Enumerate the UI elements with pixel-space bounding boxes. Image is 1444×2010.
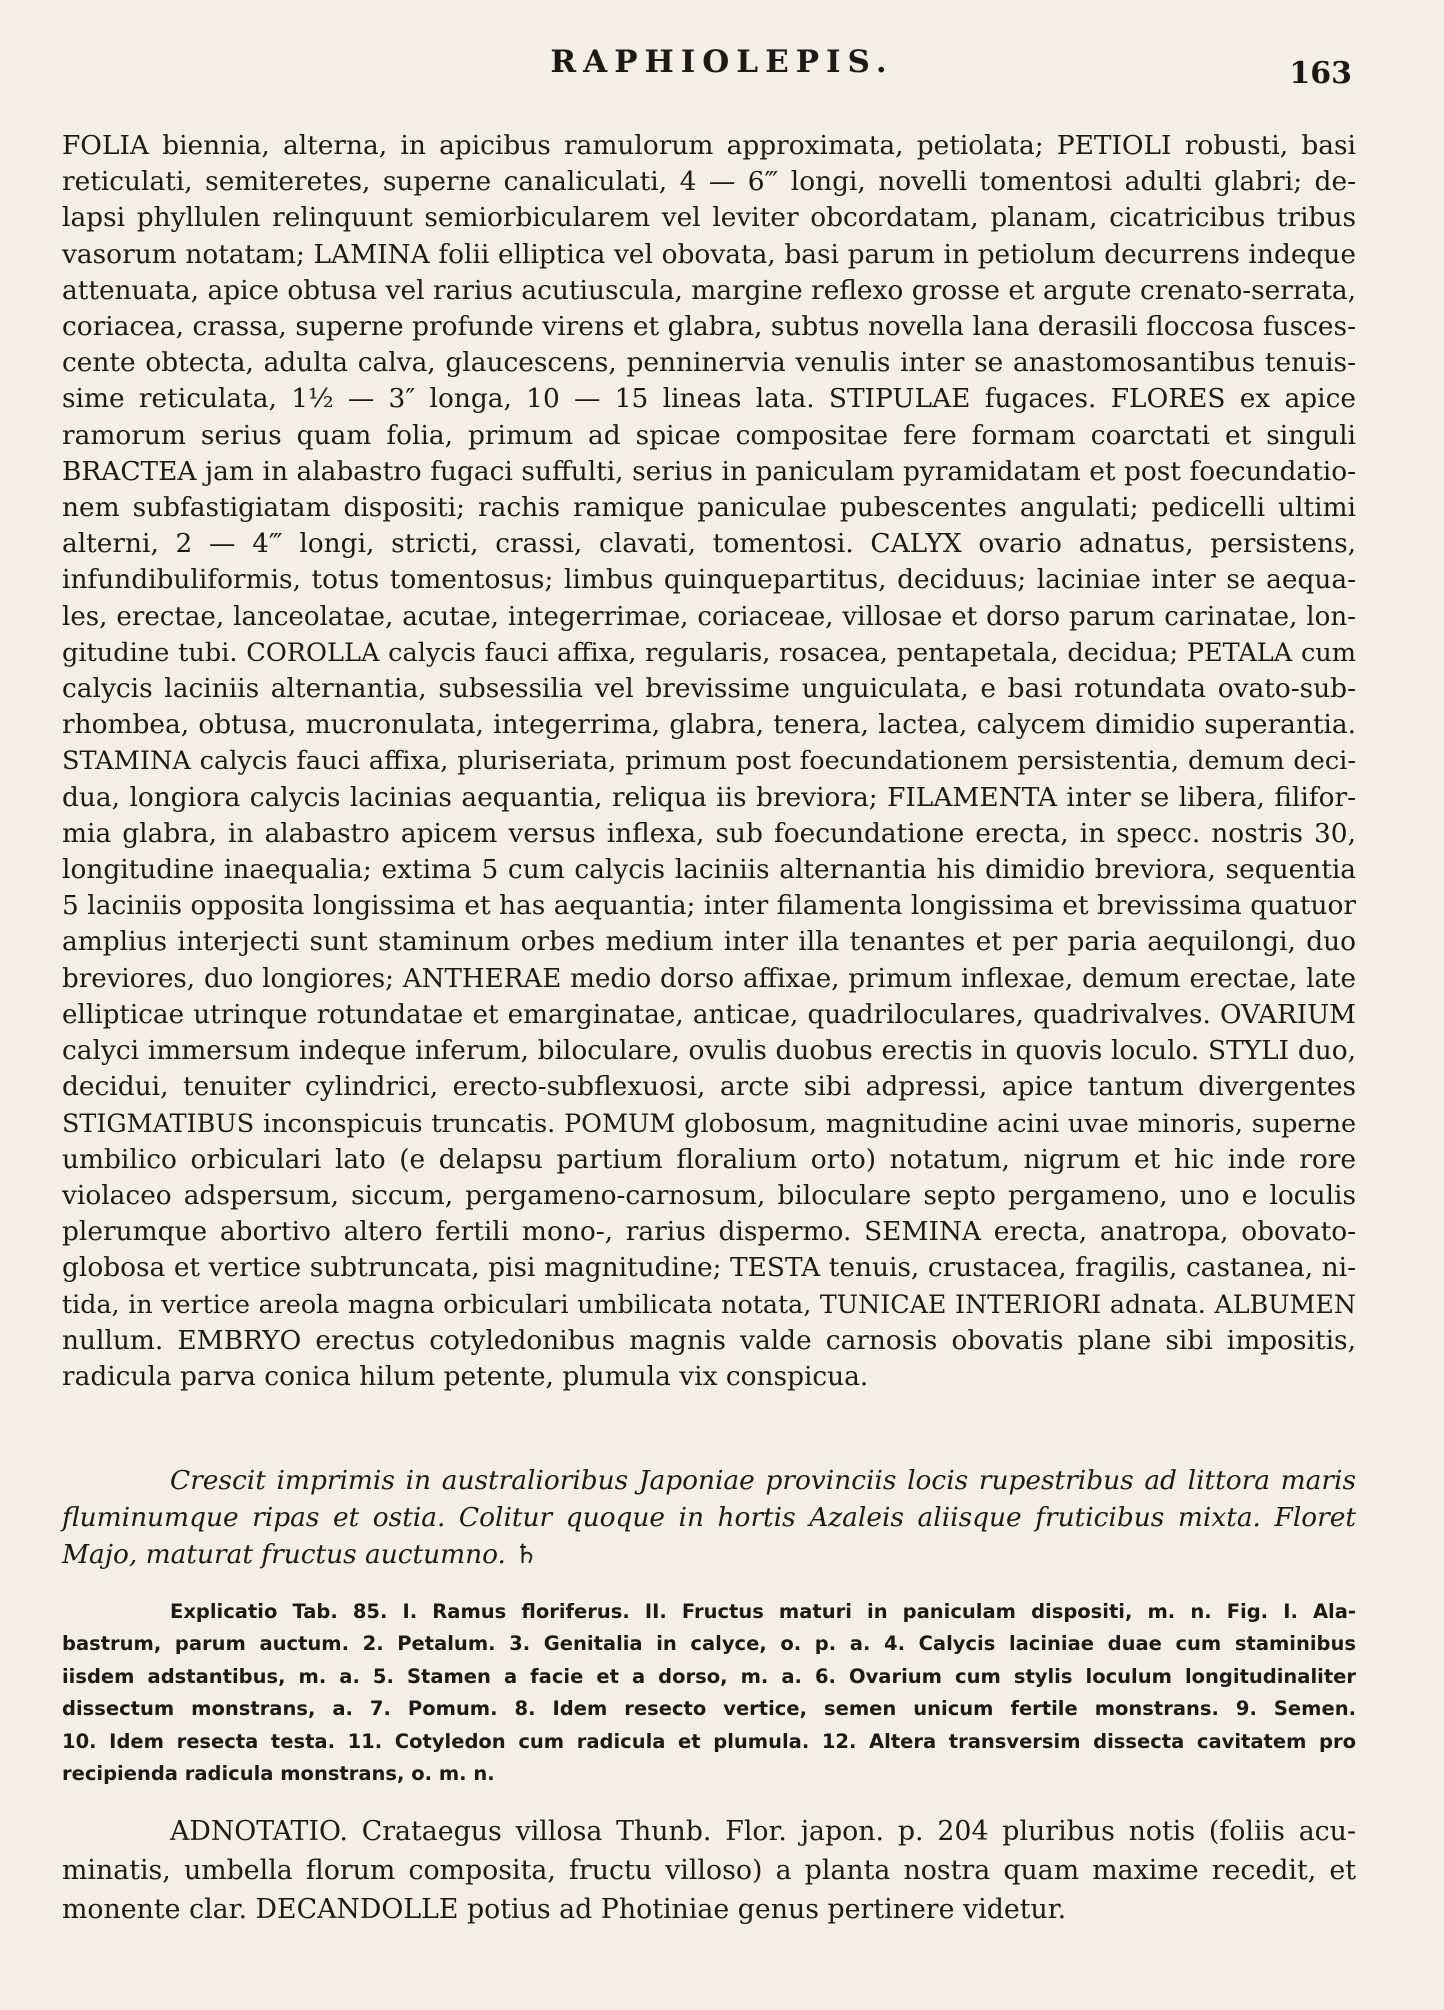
description-line: vasorum notatam; LAMINA folii elliptica vel obovata, basi parum in petiolum decurrens indeque [62, 238, 1356, 270]
description-line: plerumque abortivo altero fertili mono-, rarius dispermo. SEMINA erecta, anatropa, obovato- [62, 1216, 1356, 1248]
adnotatio-paragraph [62, 1812, 1356, 1929]
explicatio-line: 10. Idem resecta testa. 11. Cotyledon cum radicula et plumula. 12. Altera transversim dissecta cavitatem pro [62, 1729, 1356, 1753]
description-line: nem subfastigiatam dispositi; rachis ramique paniculae pubescentes angulati; pedicelli ultimi [62, 492, 1356, 524]
description-line: gitudine tubi. COROLLA calycis fauci affixa, regularis, rosacea, pentapetala, decidua; PETALA cum [62, 637, 1356, 668]
description-line: STAMINA calycis fauci affixa, pluriseriata, primum post foecundationem persistentia, demum deci- [62, 746, 1356, 777]
description-line: coriacea, crassa, superne profunde virens et glabra, subtus novella lana derasili floccosa fusces- [62, 311, 1356, 343]
description-line: amplius interjecti sunt staminum orbes medium inter illa tenantes et per paria aequilongi, duo [62, 926, 1356, 958]
description-line: ramorum serius quam folia, primum ad spicae compositae fere formam coarctati et singuli [62, 419, 1356, 451]
description-line: STIGMATIBUS inconspicuis truncatis. POMUM globosum, magnitudine acini uvae minoris, superne [62, 1108, 1356, 1139]
explicatio-line: dissectum monstrans, a. 7. Pomum. 8. Idem resecto vertice, semen unicum fertile monstrans. 9. Semen. [62, 1697, 1356, 1721]
description-line: violaceo adspersum, siccum, pergameno-carnosum, biloculare septo pergameno, uno e loculis [62, 1179, 1356, 1211]
description-paragraph [62, 128, 1356, 1395]
description-line: lapsi phyllulen relinquunt semiorbicularem vel leviter obcordatam, planam, cicatricibus tribus [62, 202, 1356, 234]
description-line: nullum. EMBRYO erectus cotyledonibus magnis valde carnosis obovatis plane sibi impositis, [62, 1324, 1356, 1356]
description-line: calyci immersum indeque inferum, biloculare, ovulis duobus erectis in quovis loculo. STYLI duo, [62, 1035, 1356, 1067]
description-line: globosa et vertice subtruncata, pisi magnitudine; TESTA tenuis, crustacea, fragilis, castanea, ni- [62, 1252, 1356, 1284]
explicatio-line: recipienda radicula monstrans, o. m. n. [62, 1762, 495, 1786]
description-line: infundibuliformis, totus tomentosus; limbus quinquepartitus, deciduus; laciniae inter se aequa- [62, 564, 1356, 596]
explicatio-line: bastrum, parum auctum. 2. Petalum. 3. Genitalia in calyce, o. p. a. 4. Calycis laciniae duae cum staminibus [62, 1632, 1356, 1656]
description-line: dua, longiora calycis lacinias aequantia, reliqua iis breviora; FILAMENTA inter se libera, filifor- [62, 781, 1356, 813]
description-line: longitudine inaequalia; extima 5 cum calycis laciniis alternantia his dimidio breviora, sequentia [62, 854, 1356, 886]
description-line: breviores, duo longiores; ANTHERAE medio dorso affixae, primum inflexae, demum erectae, late [62, 963, 1356, 994]
description-line: radicula parva conica hilum petente, plumula vix conspicua. [62, 1360, 869, 1392]
habitat-paragraph [62, 1462, 1356, 1573]
adnotatio-line: monente clar. DECANDOLLE potius ad Photiniae genus pertinere videtur. [62, 1894, 1067, 1925]
description-line: tida, in vertice areola magna orbiculari umbilicata notata, TUNICAE INTERIORI adnata. ALBUMEN [62, 1289, 1356, 1319]
description-line: decidui, tenuiter cylindrici, erecto-subflexuosi, arcte sibi adpressi, apice tantum divergentes [62, 1071, 1356, 1103]
description-line: alterni, 2 — 4‴ longi, stricti, crassi, clavati, tomentosi. CALYX ovario adnatus, persistens, [62, 528, 1356, 560]
description-line: ellipticae utrinque rotundatae et emarginatae, anticae, quadriloculares, quadrivalves. OVARIUM [62, 999, 1356, 1030]
description-line: BRACTEA jam in alabastro fugaci suffulti, serius in paniculam pyramidatam et post foecundatio- [62, 455, 1356, 487]
description-line: calycis laciniis alternantia, subsessilia vel brevissime unguiculata, e basi rotundata ovato-sub- [62, 673, 1356, 705]
running-title: RAPHIOLEPIS. [550, 44, 894, 80]
description-line: rhombea, obtusa, mucronulata, integerrima, glabra, tenera, lactea, calycem dimidio superantia. [62, 709, 1356, 741]
description-line: 5 laciniis opposita longissima et has aequantia; inter filamenta longissima et brevissima quatuor [62, 890, 1356, 922]
plate-explanation [62, 1596, 1356, 1790]
description-line: reticulati, semiteretes, superne canaliculati, 4 — 6‴ longi, novelli tomentosi adulti glabri; de- [62, 166, 1356, 198]
habitat-line: fluminumque ripas et ostia. Colitur quoque in hortis Azaleis aliisque fruticibus mixta. Floret [62, 1502, 1356, 1533]
description-line: les, erectae, lanceolatae, acutae, integerrimae, coriaceae, villosae et dorso parum carinatae, lon- [62, 601, 1356, 632]
explicatio-line: Explicatio Tab. 85. I. Ramus floriferus. II. Fructus maturi in paniculam dispositi, m. n. Fig. I. Ala- [170, 1600, 1356, 1623]
habitat-line: Crescit imprimis in australioribus Japoniae provinciis locis rupestribus ad littora maris [170, 1465, 1356, 1496]
adnotatio-line: ADNOTATIO. Crataegus villosa Thunb. Flor. japon. p. 204 pluribus notis (foliis acu- [170, 1816, 1356, 1847]
adnotatio-line: minatis, umbella florum composita, fructu villoso) a planta nostra quam maxime recedit, et [62, 1855, 1356, 1886]
description-line: FOLIA biennia, alterna, in apicibus ramulorum approximata, petiolata; PETIOLI robusti, basi [62, 130, 1356, 161]
description-line: sime reticulata, 1½ — 3″ longa, 10 — 15 lineas lata. STIPULAE fugaces. FLORES ex apice [62, 383, 1356, 415]
description-line: mia glabra, in alabastro apicem versus inflexa, sub foecundatione erecta, in specc. nostris 30, [62, 817, 1356, 849]
description-line: attenuata, apice obtusa vel rarius acutiuscula, margine reflexo grosse et argute crenato-serrata, [62, 274, 1356, 306]
explicatio-line: iisdem adstantibus, m. a. 5. Stamen a facie et a dorso, m. a. 6. Ovarium cum stylis loculum longitudinaliter [62, 1664, 1356, 1688]
page-number: 163 [1289, 56, 1352, 91]
habitat-line: Majo, maturat fructus auctumno. ♄ [62, 1539, 538, 1570]
description-line: umbilico orbiculari lato (e delapsu partium floralium orto) notatum, nigrum et hic inde rore [62, 1143, 1356, 1175]
description-line: cente obtecta, adulta calva, glaucescens, penninervia venulis inter se anastomosantibus tenuis- [62, 347, 1356, 379]
